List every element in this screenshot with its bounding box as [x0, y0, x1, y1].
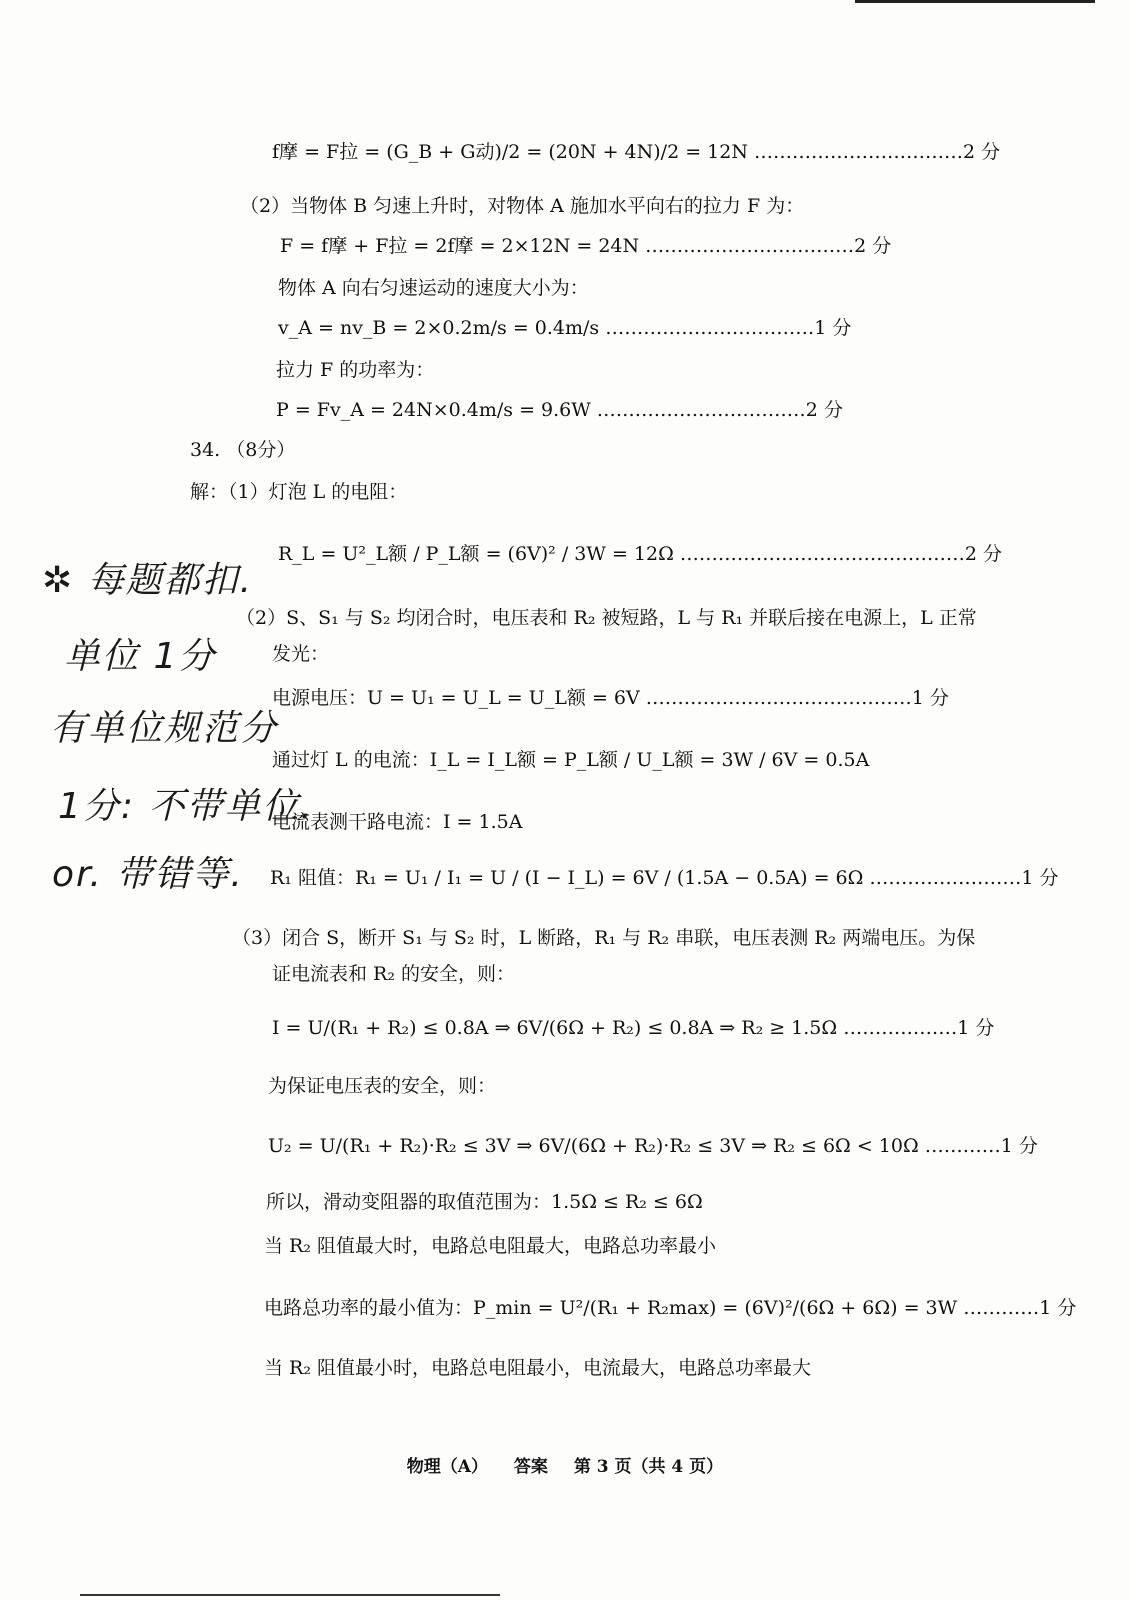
handwritten-note-line-2: 单位 1分	[64, 636, 217, 677]
part-3-condition: （3）闭合 S，断开 S₁ 与 S₂ 时，L 断路，R₁ 与 R₂ 串联，电压表测 R₂ 两端电压。为保	[232, 927, 976, 949]
handwritten-note-line-1: ✲ 每题都扣.	[42, 560, 254, 601]
footer-subject: 物理（A）	[406, 1457, 488, 1477]
footer-label: 答案	[513, 1457, 548, 1477]
text-power-intro: 拉力 F 的功率为：	[276, 359, 435, 381]
part-2-condition: （2）S、S₁ 与 S₂ 均闭合时，电压表和 R₂ 被短路，L 与 R₁ 并联后接在电源上，L 正常	[236, 607, 977, 629]
text-main-current: 电流表测干路电流：I = 1.5A	[272, 811, 523, 833]
formula-current-limit: I = U/(R₁ + R₂) ≤ 0.8A ⇒ 6V/(6Ω + R₂) ≤ 0.8A ⇒ R₂ ≥ 1.5Ω ………………1 分	[272, 1017, 995, 1039]
page-footer	[0, 1452, 1130, 1477]
formula-lamp-resistance: R_L = U²_L额 / P_L额 = (6V)² / 3W = 12Ω ………………………………………2 分	[278, 543, 1002, 565]
formula-friction: f摩 = F拉 = (G_B + G动)/2 = (20N + 4N)/2 = 12N ……………………………2 分	[272, 141, 1001, 163]
part-2-heading: （2）当物体 B 匀速上升时，对物体 A 施加水平向右的拉力 F 为：	[240, 195, 805, 217]
formula-source-voltage: 电源电压：U = U₁ = U_L = U_L额 = 6V ……………………………………1 分	[272, 687, 949, 709]
handwritten-note-line-5: or. 带错等.	[52, 854, 244, 895]
formula-velocity: v_A = nv_B = 2×0.2m/s = 0.4m/s ……………………………1 分	[278, 317, 852, 339]
formula-min-power: 电路总功率的最小值为：P_min = U²/(R₁ + R₂max) = (6V)²/(6Ω + 6Ω) = 3W …………1 分	[264, 1297, 1077, 1319]
formula-lamp-current: 通过灯 L 的电流：I_L = I_L额 = P_L额 / U_L额 = 3W / 6V = 0.5A	[272, 749, 870, 771]
handwritten-note-line-4: 1分: 不带单位.	[58, 786, 314, 827]
formula-power: P = Fv_A = 24N×0.4m/s = 9.6W ……………………………2 分	[276, 399, 843, 421]
formula-voltage-limit: U₂ = U/(R₁ + R₂)·R₂ ≤ 3V ⇒ 6V/(6Ω + R₂)·R₂ ≤ 3V ⇒ R₂ ≤ 6Ω < 10Ω …………1 分	[268, 1135, 1038, 1157]
text-r2-min: 当 R₂ 阻值最小时，电路总电阻最小，电流最大，电路总功率最大	[264, 1357, 812, 1379]
solution-part-1: 解：（1）灯泡 L 的电阻：	[190, 481, 408, 503]
text-r2-range: 所以，滑动变阻器的取值范围为：1.5Ω ≤ R₂ ≤ 6Ω	[266, 1191, 703, 1213]
text-velocity-intro: 物体 A 向右匀速运动的速度大小为：	[278, 277, 589, 299]
part-3-condition-cont: 证电流表和 R₂ 的安全，则：	[272, 963, 516, 985]
formula-r1: R₁ 阻值：R₁ = U₁ / I₁ = U / (I − I_L) = 6V / (1.5A − 0.5A) = 6Ω ……………………1 分	[270, 867, 1059, 889]
handwritten-note-line-3: 有单位规范分	[50, 708, 279, 749]
scan-edge-bottom	[80, 1594, 500, 1596]
text-r2-max: 当 R₂ 阻值最大时，电路总电阻最大，电路总功率最小	[264, 1235, 717, 1257]
text-voltmeter-safety: 为保证电压表的安全，则：	[268, 1075, 497, 1097]
footer-page-number: 第 3 页（共 4 页）	[573, 1457, 724, 1477]
question-34-title: 34. （8分）	[190, 439, 296, 461]
part-2-condition-cont: 发光：	[272, 643, 330, 665]
scan-edge-top	[855, 0, 1095, 3]
formula-pull-force: F = f摩 + F拉 = 2f摩 = 2×12N = 24N ……………………………2 分	[280, 235, 892, 257]
